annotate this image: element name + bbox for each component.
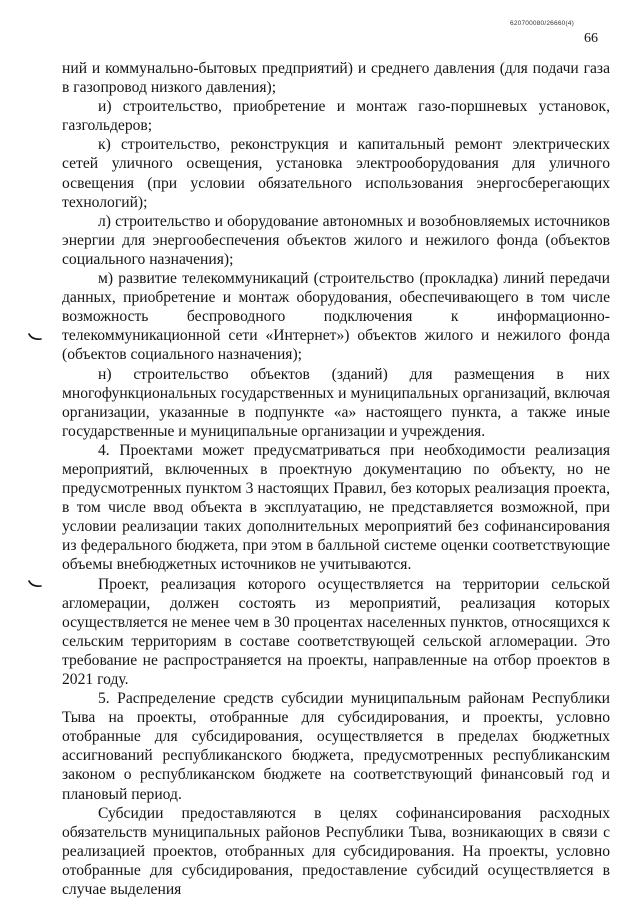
paragraph: к) строительство, реконструкция и капитальный ремонт электрических сетей уличного освещения, установка электрооборудования для уличного освещения (при условии обязательного использования энергосберегающих технологий);: [62, 136, 610, 211]
document-code: 620700080/26660(4): [510, 20, 574, 27]
margin-mark-icon: [28, 333, 42, 341]
paragraph: Субсидии предоставляются в целях софинансирования расходных обязательств муниципальных районов Республики Тыва, возникающих в связи с реализацией проектов, отобранных для субсидирования. На проекты, условно отобранные для субсидирования, предоставление субсидий осуществляется в случае выделения: [62, 804, 610, 899]
paragraph: и) строительство, приобретение и монтаж газо-поршневых установок, газгольдеров;: [62, 98, 610, 135]
paragraph: л) строительство и оборудование автономных и возобновляемых источников энергии для энергообеспечения объектов жилого и нежилого фонда (объектов социального назначения);: [62, 212, 610, 268]
paragraph: ний и коммунально-бытовых предприятий) и среднего давления (для подачи газа в газопровод низкого давления);: [62, 60, 610, 97]
paragraph: м) развитие телекоммуникаций (строительство (прокладка) линий передачи данных, приобретение и монтаж оборудования, обеспечивающего в том числе возможность беспроводного подключения к информационно-телекоммуникационной сети «Интернет») объектов жилого и нежилого фонда (объектов социального назначения);: [62, 270, 610, 364]
paragraph: н) строительство объектов (зданий) для размещения в них многофункциональных государственных и муниципальных организаций, включая организации, указанные в подпункте «а» настоящего пункта, а также иные государственные и муниципальные организации и учреждения.: [62, 365, 610, 440]
paragraph: Проект, реализация которого осуществляется на территории сельской агломерации, должен состоять из мероприятий, реализация которых осуществляется не менее чем в 30 процентах населенных пунктов, относящихся к сельским территориям в составе соответствующей сельской агломерации. Это требование не распространяется на проекты, направленные на отбор проектов в 2021 году.: [62, 575, 610, 688]
margin-mark-icon: [28, 580, 42, 588]
document-body: [62, 59, 610, 899]
page-number: 66: [584, 31, 598, 46]
paragraph: 5. Распределение средств субсидии муниципальным районам Республики Тыва на проекты, отобранные для субсидирования, и проекты, условно отобранные для субсидирования, осуществляется в пределах бюджетных ассигнований республиканского бюджета, предусмотренных республиканским законом о республиканском бюджете на соответствующий финансовый год и плановый период.: [62, 690, 610, 803]
paragraph: 4. Проектами может предусматриваться при необходимости реализация мероприятий, включенных в проектную документацию по объекту, но не предусмотренных пунктом 3 настоящих Правил, без которых реализация проекта, в том числе ввод объекта в эксплуатацию, не представляется возможной, при условии реализации таких дополнительных мероприятий без софинансирования из федерального бюджета, при этом в балльной системе оценки соответствующие объемы внебюджетных источников не учитываются.: [62, 441, 610, 574]
